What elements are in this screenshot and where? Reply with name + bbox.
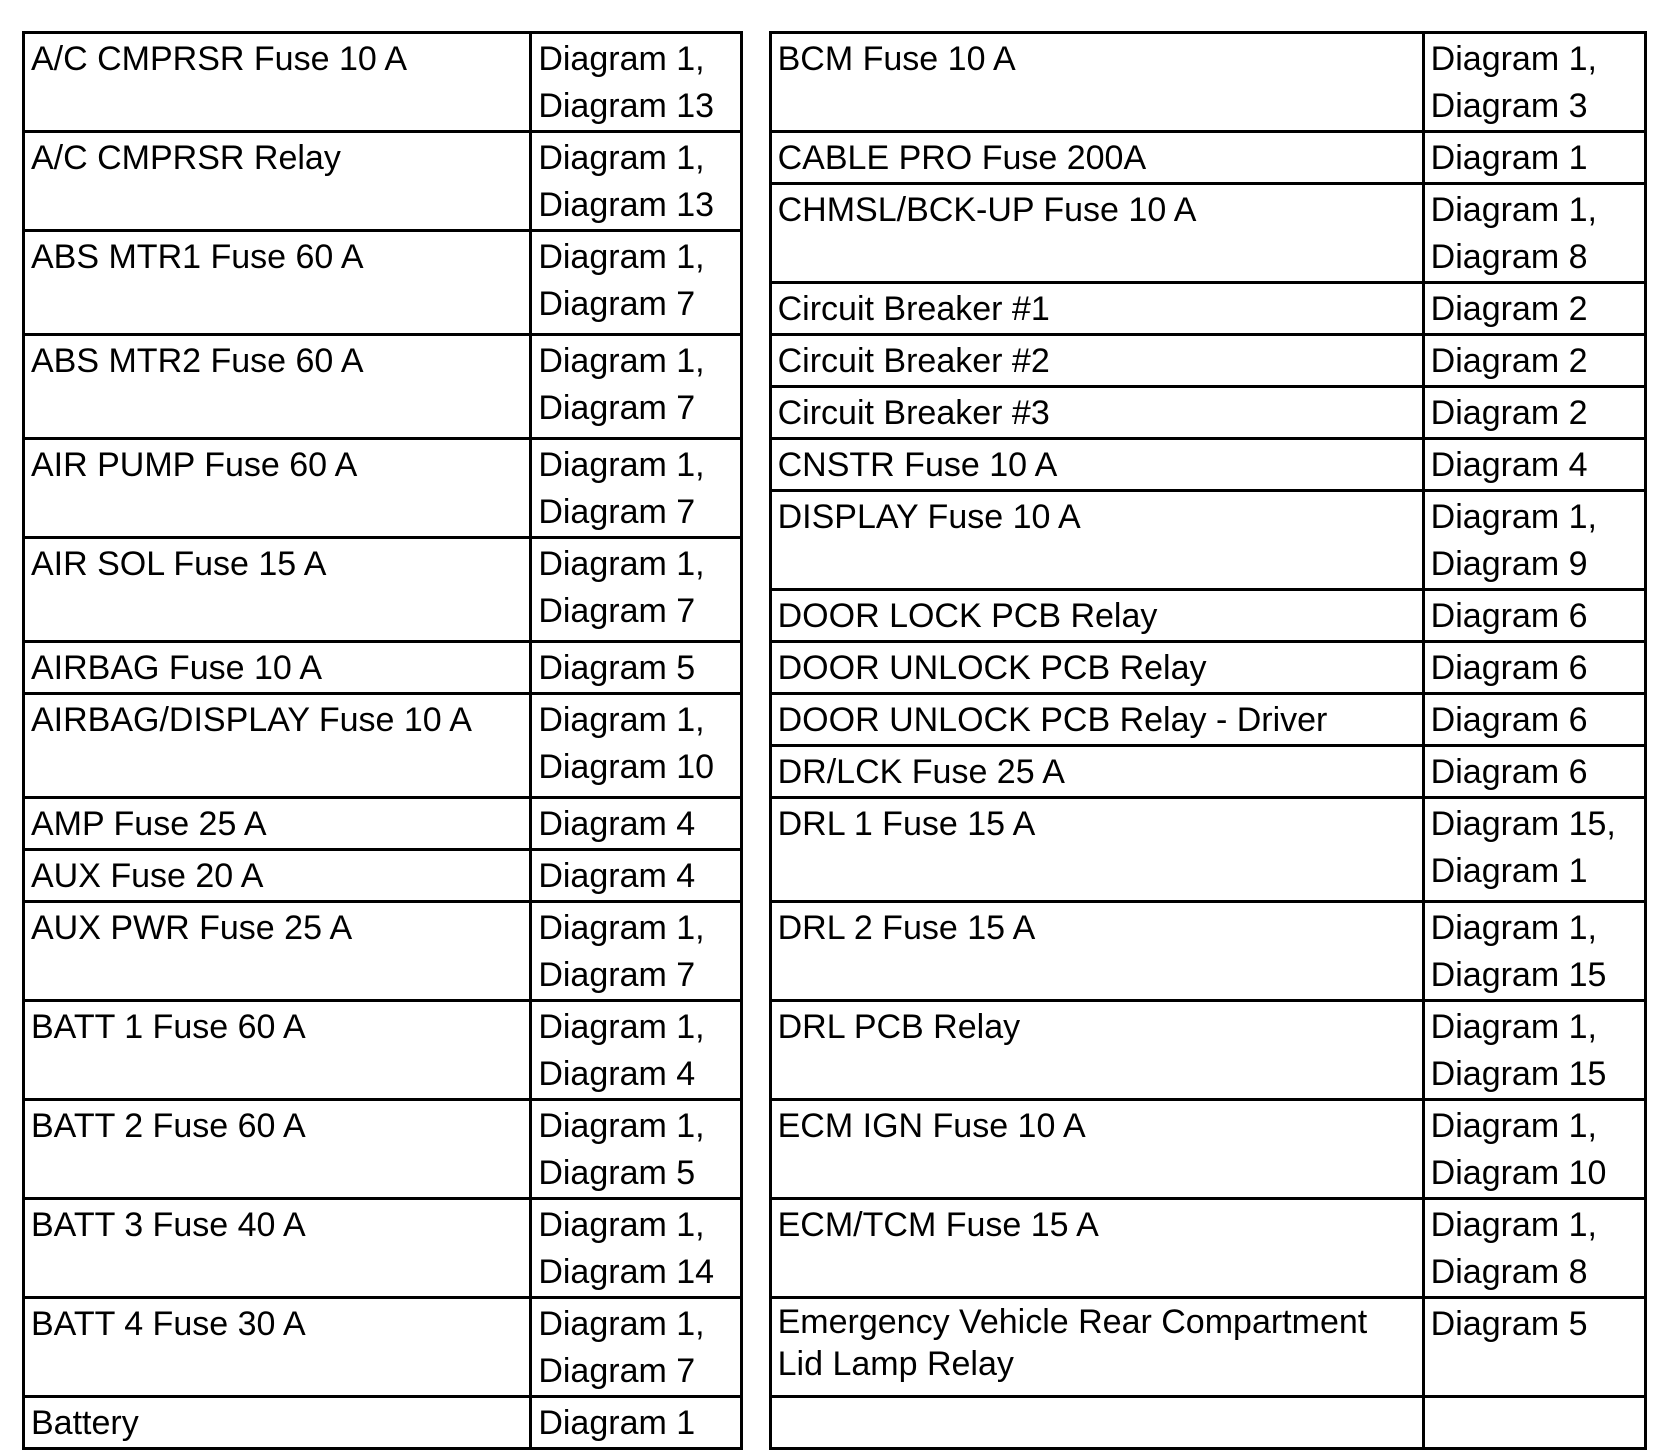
left-component-cell: Battery [24, 1397, 531, 1449]
left-component-cell: ABS MTR2 Fuse 60 A [24, 335, 531, 439]
left-diagram-cell: Diagram 1 [531, 1397, 742, 1449]
right-component-cell: DRL 2 Fuse 15 A [770, 902, 1423, 1001]
left-component-cell: BATT 3 Fuse 40 A [24, 1199, 531, 1298]
right-diagram-cell: Diagram 6 [1423, 746, 1645, 798]
left-component-cell: ABS MTR1 Fuse 60 A [24, 231, 531, 335]
right-component-cell: DOOR LOCK PCB Relay [770, 590, 1423, 642]
right-diagram-cell: Diagram 1, Diagram 15 [1423, 902, 1645, 1001]
left-component-cell: A/C CMPRSR Relay [24, 132, 531, 231]
right-diagram-cell: Diagram 2 [1423, 283, 1645, 335]
component-locator-table [22, 31, 1647, 1450]
left-diagram-cell: Diagram 1, Diagram 10 [531, 694, 742, 798]
left-diagram-cell: Diagram 4 [531, 798, 742, 850]
left-diagram-cell: Diagram 1, Diagram 7 [531, 439, 742, 538]
right-diagram-cell: Diagram 6 [1423, 642, 1645, 694]
right-diagram-cell [1423, 1397, 1645, 1449]
left-diagram-cell: Diagram 1, Diagram 13 [531, 33, 742, 132]
right-component-cell: DOOR UNLOCK PCB Relay [770, 642, 1423, 694]
column-gap [741, 1397, 770, 1449]
right-diagram-cell: Diagram 1, Diagram 9 [1423, 491, 1645, 590]
right-component-cell: ECM/TCM Fuse 15 A [770, 1199, 1423, 1298]
left-component-cell: BATT 4 Fuse 30 A [24, 1298, 531, 1397]
left-component-cell: AIR SOL Fuse 15 A [24, 538, 531, 642]
right-component-cell: Emergency Vehicle Rear Compartment Lid Lamp Relay [770, 1298, 1423, 1397]
left-component-cell: BATT 2 Fuse 60 A [24, 1100, 531, 1199]
right-component-cell: DRL 1 Fuse 15 A [770, 798, 1423, 902]
left-diagram-cell: Diagram 1, Diagram 7 [531, 335, 742, 439]
right-component-cell [770, 1397, 1423, 1449]
left-component-cell: AUX Fuse 20 A [24, 850, 531, 902]
left-component-cell: BATT 1 Fuse 60 A [24, 1001, 531, 1100]
right-component-cell: Circuit Breaker #1 [770, 283, 1423, 335]
right-component-cell: Circuit Breaker #3 [770, 387, 1423, 439]
left-diagram-cell: Diagram 5 [531, 642, 742, 694]
left-diagram-cell: Diagram 1, Diagram 7 [531, 1298, 742, 1397]
right-component-cell: CABLE PRO Fuse 200A [770, 132, 1423, 184]
right-diagram-cell: Diagram 6 [1423, 590, 1645, 642]
left-component-cell: AIRBAG/DISPLAY Fuse 10 A [24, 694, 531, 798]
right-diagram-cell: Diagram 1 [1423, 132, 1645, 184]
left-diagram-cell: Diagram 1, Diagram 7 [531, 902, 742, 1001]
left-diagram-cell: Diagram 1, Diagram 7 [531, 538, 742, 642]
column-gap [741, 33, 770, 1397]
left-diagram-cell: Diagram 1, Diagram 5 [531, 1100, 742, 1199]
right-diagram-cell: Diagram 1, Diagram 3 [1423, 33, 1645, 132]
right-diagram-cell: Diagram 4 [1423, 439, 1645, 491]
right-component-cell: CNSTR Fuse 10 A [770, 439, 1423, 491]
right-diagram-cell: Diagram 1, Diagram 8 [1423, 184, 1645, 283]
right-component-cell: Circuit Breaker #2 [770, 335, 1423, 387]
right-component-cell: CHMSL/BCK-UP Fuse 10 A [770, 184, 1423, 283]
right-diagram-cell: Diagram 15, Diagram 1 [1423, 798, 1645, 902]
right-component-cell: BCM Fuse 10 A [770, 33, 1423, 132]
left-diagram-cell: Diagram 1, Diagram 7 [531, 231, 742, 335]
right-diagram-cell: Diagram 1, Diagram 15 [1423, 1001, 1645, 1100]
left-diagram-cell: Diagram 1, Diagram 14 [531, 1199, 742, 1298]
right-diagram-cell: Diagram 1, Diagram 10 [1423, 1100, 1645, 1199]
right-component-cell: DRL PCB Relay [770, 1001, 1423, 1100]
left-component-cell: AIRBAG Fuse 10 A [24, 642, 531, 694]
left-component-cell: AIR PUMP Fuse 60 A [24, 439, 531, 538]
left-component-cell: A/C CMPRSR Fuse 10 A [24, 33, 531, 132]
left-diagram-cell: Diagram 1, Diagram 13 [531, 132, 742, 231]
right-component-cell: DISPLAY Fuse 10 A [770, 491, 1423, 590]
left-component-cell: AMP Fuse 25 A [24, 798, 531, 850]
left-diagram-cell: Diagram 1, Diagram 4 [531, 1001, 742, 1100]
right-component-cell: ECM IGN Fuse 10 A [770, 1100, 1423, 1199]
left-diagram-cell: Diagram 4 [531, 850, 742, 902]
right-diagram-cell: Diagram 5 [1423, 1298, 1645, 1397]
right-component-cell: DR/LCK Fuse 25 A [770, 746, 1423, 798]
right-diagram-cell: Diagram 2 [1423, 335, 1645, 387]
right-diagram-cell: Diagram 2 [1423, 387, 1645, 439]
left-component-cell: AUX PWR Fuse 25 A [24, 902, 531, 1001]
right-diagram-cell: Diagram 6 [1423, 694, 1645, 746]
right-diagram-cell: Diagram 1, Diagram 8 [1423, 1199, 1645, 1298]
right-component-cell: DOOR UNLOCK PCB Relay - Driver [770, 694, 1423, 746]
